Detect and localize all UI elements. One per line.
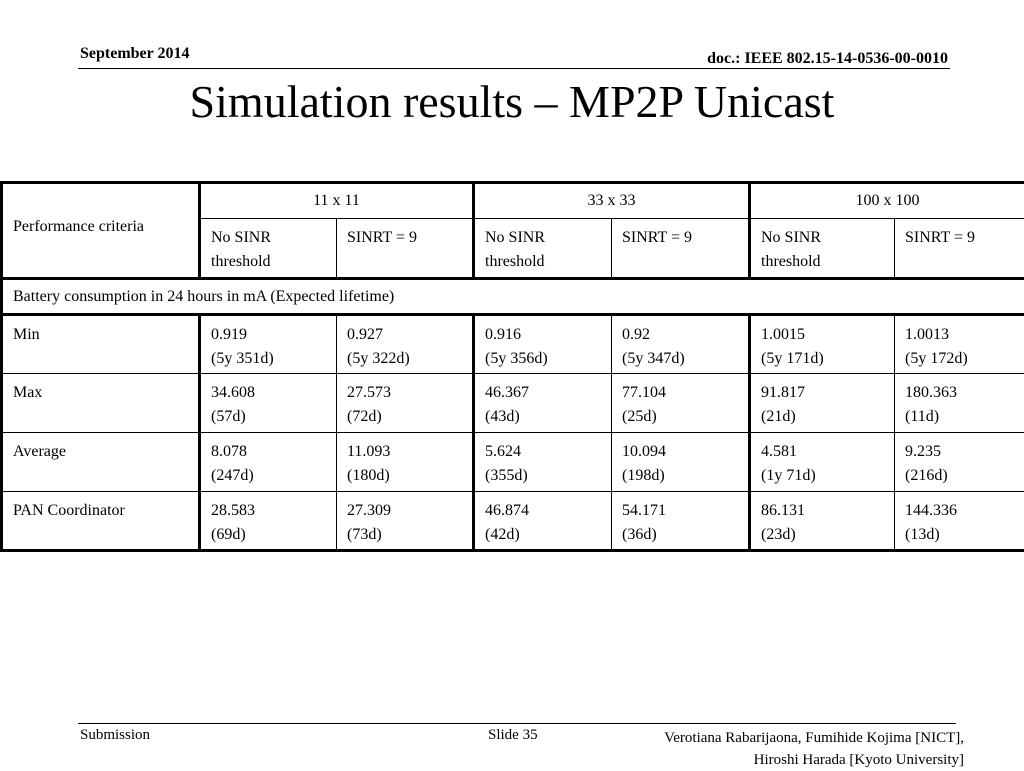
lifetime: (21d) <box>761 405 888 429</box>
table-row <box>2 433 1024 492</box>
subheader-line: No SINR <box>761 226 888 250</box>
value-cell <box>337 433 474 492</box>
value: 144.336 <box>905 499 1018 523</box>
footer-authors <box>664 727 964 771</box>
value: 1.0015 <box>761 323 888 347</box>
subheader-no-sinr <box>200 219 337 279</box>
value-cell <box>474 374 612 433</box>
lifetime: (355d) <box>485 464 605 488</box>
value: 28.583 <box>211 499 330 523</box>
footer-submission: Submission <box>80 727 150 744</box>
lifetime: (5y 351d) <box>211 347 330 371</box>
value: 54.171 <box>622 499 742 523</box>
lifetime: (25d) <box>622 405 742 429</box>
value-cell <box>200 433 337 492</box>
row-label: Average <box>2 433 200 492</box>
value: 27.573 <box>347 381 466 405</box>
value: 8.078 <box>211 440 330 464</box>
footer-authors-line: Verotiana Rabarijaona, Fumihide Kojima [NICT], <box>664 727 964 749</box>
lifetime: (5y 356d) <box>485 347 605 371</box>
value: 1.0013 <box>905 323 1018 347</box>
subheader-no-sinr <box>474 219 612 279</box>
lifetime: (216d) <box>905 464 1018 488</box>
value-cell <box>612 492 750 551</box>
subheader-line: No SINR <box>211 226 330 250</box>
lifetime: (36d) <box>622 523 742 547</box>
value: 11.093 <box>347 440 466 464</box>
row-label: Min <box>2 315 200 374</box>
value: 27.309 <box>347 499 466 523</box>
subheader-sinrt <box>895 219 1024 279</box>
value: 10.094 <box>622 440 742 464</box>
criteria-header: Performance criteria <box>2 183 200 279</box>
lifetime: (42d) <box>485 523 605 547</box>
subheader-line: SINRT = 9 <box>622 226 742 250</box>
value: 0.92 <box>622 323 742 347</box>
subheader-line: threshold <box>485 250 605 274</box>
value-cell <box>895 374 1024 433</box>
section-row <box>2 279 1024 315</box>
subheader-sinrt <box>337 219 474 279</box>
value-cell <box>474 433 612 492</box>
value: 46.367 <box>485 381 605 405</box>
value: 4.581 <box>761 440 888 464</box>
results-table <box>0 181 1024 552</box>
value: 0.927 <box>347 323 466 347</box>
group-header-11x11: 11 x 11 <box>200 183 474 219</box>
group-header-100x100: 100 x 100 <box>750 183 1024 219</box>
value-cell <box>474 315 612 374</box>
value: 5.624 <box>485 440 605 464</box>
header-date: September 2014 <box>80 45 189 63</box>
subheader-line: No SINR <box>485 226 605 250</box>
lifetime: (69d) <box>211 523 330 547</box>
value-cell <box>474 492 612 551</box>
value-cell <box>750 374 895 433</box>
row-label: Max <box>2 374 200 433</box>
table-row <box>2 315 1024 374</box>
value: 0.919 <box>211 323 330 347</box>
value-cell <box>612 315 750 374</box>
lifetime: (1y 71d) <box>761 464 888 488</box>
value-cell <box>200 315 337 374</box>
value-cell <box>337 374 474 433</box>
table-row <box>2 374 1024 433</box>
lifetime: (13d) <box>905 523 1018 547</box>
subheader-no-sinr <box>750 219 895 279</box>
footer-rule <box>78 723 956 724</box>
footer-authors-line: Hiroshi Harada [Kyoto University] <box>664 749 964 771</box>
lifetime: (5y 171d) <box>761 347 888 371</box>
table-row <box>2 492 1024 551</box>
footer-slide-number: Slide 35 <box>488 727 538 744</box>
value: 0.916 <box>485 323 605 347</box>
value-cell <box>612 433 750 492</box>
value: 77.104 <box>622 381 742 405</box>
subheader-line: threshold <box>761 250 888 274</box>
lifetime: (72d) <box>347 405 466 429</box>
value-cell <box>200 492 337 551</box>
lifetime: (5y 172d) <box>905 347 1018 371</box>
lifetime: (198d) <box>622 464 742 488</box>
value: 86.131 <box>761 499 888 523</box>
value-cell <box>895 315 1024 374</box>
value-cell <box>895 433 1024 492</box>
lifetime: (43d) <box>485 405 605 429</box>
value-cell <box>612 374 750 433</box>
lifetime: (57d) <box>211 405 330 429</box>
lifetime: (5y 322d) <box>347 347 466 371</box>
value-cell <box>750 315 895 374</box>
header-rule <box>78 68 950 69</box>
value: 34.608 <box>211 381 330 405</box>
value: 46.874 <box>485 499 605 523</box>
row-label: PAN Coordinator <box>2 492 200 551</box>
value-cell <box>895 492 1024 551</box>
value-cell <box>337 315 474 374</box>
lifetime: (180d) <box>347 464 466 488</box>
lifetime: (23d) <box>761 523 888 547</box>
value-cell <box>337 492 474 551</box>
group-header-33x33: 33 x 33 <box>474 183 750 219</box>
lifetime: (11d) <box>905 405 1018 429</box>
header-doc-id: doc.: IEEE 802.15-14-0536-00-0010 <box>707 50 948 68</box>
subheader-sinrt <box>612 219 750 279</box>
value-cell <box>750 433 895 492</box>
lifetime: (5y 347d) <box>622 347 742 371</box>
value-cell <box>750 492 895 551</box>
value: 91.817 <box>761 381 888 405</box>
lifetime: (247d) <box>211 464 330 488</box>
slide-title: Simulation results – MP2P Unicast <box>0 72 1024 132</box>
subheader-line: SINRT = 9 <box>905 226 1018 250</box>
subheader-line: SINRT = 9 <box>347 226 466 250</box>
value: 9.235 <box>905 440 1018 464</box>
subheader-line: threshold <box>211 250 330 274</box>
value: 180.363 <box>905 381 1018 405</box>
section-label: Battery consumption in 24 hours in mA (Expected lifetime) <box>2 279 1024 315</box>
value-cell <box>200 374 337 433</box>
group-header-row <box>2 183 1024 219</box>
lifetime: (73d) <box>347 523 466 547</box>
